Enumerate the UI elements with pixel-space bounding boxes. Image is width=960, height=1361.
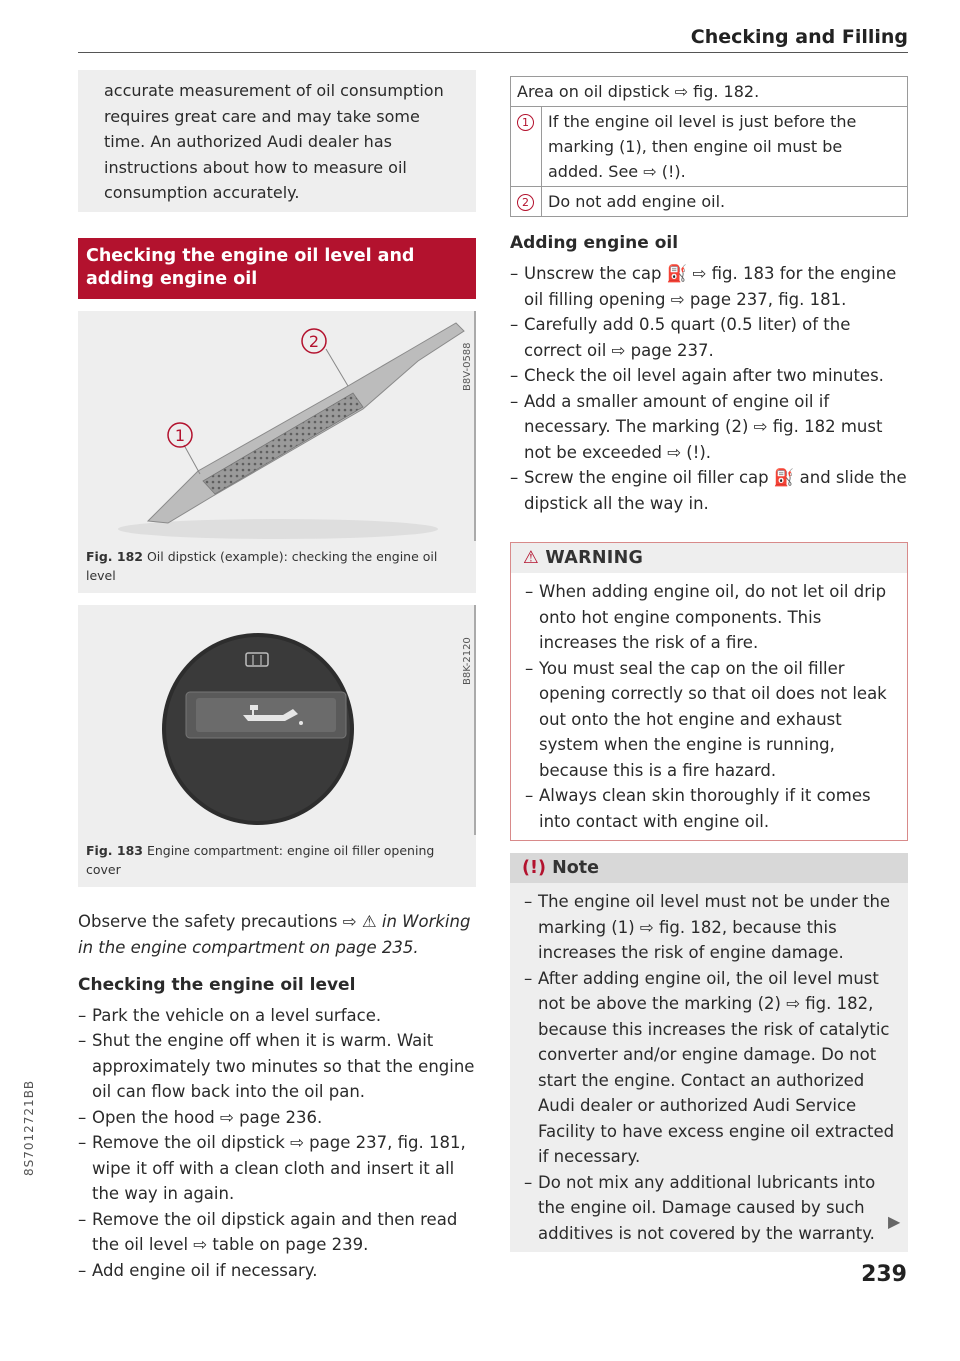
oil-cap-illustration <box>78 605 476 835</box>
list-item: – Screw the engine oil filler cap ⛽ and slide the dipstick all the way in. <box>510 465 908 516</box>
figure-182 <box>78 311 476 593</box>
left-column <box>78 70 476 1283</box>
marker-2-icon: 2 <box>517 194 534 211</box>
list-item: – Add a smaller amount of engine oil if necessary. The marking (2) ⇨ fig. 182 must not be exceeded ⇨ (!). <box>510 389 908 466</box>
figure-label: Fig. 183 <box>86 842 143 858</box>
list-item: – Open the hood ⇨ page 236. <box>78 1105 476 1131</box>
list-item: – When adding engine oil, do not let oil drip onto hot engine components. This increases the risk of a fire. <box>525 579 895 656</box>
note-title: Note <box>552 858 599 878</box>
section-title: Checking the engine oil level and adding engine oil <box>78 238 476 299</box>
table-marker-cell <box>511 107 542 187</box>
list-item: – Unscrew the cap ⛽ ⇨ fig. 183 for the engine oil filling opening ⇨ page 237, fig. 181. <box>510 261 908 312</box>
marker-1-label: 1 <box>174 425 186 445</box>
figure-caption <box>78 835 476 879</box>
intro-text: accurate measurement of oil consumption requires great care and may take some time. An authorized Audi dealer has instructions about how to measure oil consumption accurately. <box>104 81 444 202</box>
note-list <box>524 889 896 1246</box>
dipstick-table <box>510 76 908 217</box>
list-item: – Shut the engine off when it is warm. Wait approximately two minutes so that the engine oil can flow back into the oil pan. <box>78 1028 476 1105</box>
list-item: – Add engine oil if necessary. <box>78 1258 476 1284</box>
list-item: – Check the oil level again after two minutes. <box>510 363 908 389</box>
adding-heading: Adding engine oil <box>510 233 679 253</box>
table-header: Area on oil dipstick ⇨ fig. 182. <box>511 77 908 107</box>
intro-box <box>78 70 476 212</box>
warning-header <box>511 543 907 573</box>
note-box <box>510 853 908 1252</box>
list-item: – Do not mix any additional lubricants into the engine oil. Damage caused by such additives is not covered by the warranty. <box>524 1170 896 1247</box>
list-item: – You must seal the cap on the oil filler opening correctly so that oil does not leak out onto the hot engine and exhaust system when the engine is running, because this is a fire hazard. <box>525 656 895 784</box>
marker-2-label: 2 <box>308 331 320 351</box>
figure-label: Fig. 182 <box>86 548 143 564</box>
table-row <box>511 107 908 187</box>
table-cell: Do not add engine oil. <box>542 187 908 217</box>
note-header <box>510 853 908 883</box>
safety-paragraph <box>78 909 476 961</box>
warning-title: WARNING <box>545 548 644 568</box>
list-item: – Always clean skin thoroughly if it comes into contact with engine oil. <box>525 783 895 834</box>
figure-caption <box>78 541 476 585</box>
adding-steps <box>510 261 908 516</box>
list-item: – The engine oil level must not be under the marking (1) ⇨ fig. 182, because this increases the risk of engine damage. <box>524 889 896 966</box>
header-rule <box>78 52 908 53</box>
figure-183 <box>78 605 476 887</box>
figure-code: B8K-2120 <box>462 636 473 685</box>
note-body <box>510 883 908 1252</box>
safety-link[interactable]: in Working in the engine compartment on page 235. <box>78 911 471 957</box>
checking-heading: Checking the engine oil level <box>78 974 356 995</box>
warning-box <box>510 542 908 841</box>
continue-arrow-icon: ▶ <box>888 1212 901 1231</box>
page-header-title: Checking and Filling <box>690 26 908 48</box>
dipstick-illustration <box>78 311 476 541</box>
document-code: 8S7012721BB <box>22 1079 36 1176</box>
list-item: – Carefully add 0.5 quart (0.5 liter) of the correct oil ⇨ page 237. <box>510 312 908 363</box>
list-item: – After adding engine oil, the oil level must not be above the marking (2) ⇨ fig. 182, because this increases the risk of catalytic converter and/or engine damage. Do not start the engine. Contact an authorized Audi dealer or authorized Audi Service Facility to have excess engine oil extracted if necessary. <box>524 966 896 1170</box>
table-row <box>511 187 908 217</box>
list-item: – Remove the oil dipstick ⇨ page 237, fig. 181, wipe it off with a clean cloth and insert it all the way in again. <box>78 1130 476 1207</box>
list-item: – Park the vehicle on a level surface. <box>78 1003 476 1029</box>
page-number: 239 <box>861 1262 907 1287</box>
right-column <box>510 76 908 1252</box>
figure-caption-text: Oil dipstick (example): checking the engine oil level <box>86 548 438 583</box>
table-marker-cell <box>511 187 542 217</box>
checking-steps <box>78 1003 476 1284</box>
warning-body <box>511 573 907 840</box>
list-item: – Remove the oil dipstick again and then read the oil level ⇨ table on page 239. <box>78 1207 476 1258</box>
warning-triangle-icon: ⚠ <box>523 548 539 568</box>
table-row <box>511 77 908 107</box>
figure-caption-text: Engine compartment: engine oil filler opening cover <box>86 842 435 877</box>
note-icon: (!) <box>522 858 546 878</box>
figure-code: B8V-0588 <box>462 341 473 391</box>
safety-text: Observe the safety precautions ⇨ ⚠ <box>78 911 377 931</box>
marker-1-icon: 1 <box>517 114 534 131</box>
table-cell: If the engine oil level is just before the marking (1), then engine oil must be added. See ⇨ (!). <box>542 107 908 187</box>
warning-list <box>525 579 895 834</box>
